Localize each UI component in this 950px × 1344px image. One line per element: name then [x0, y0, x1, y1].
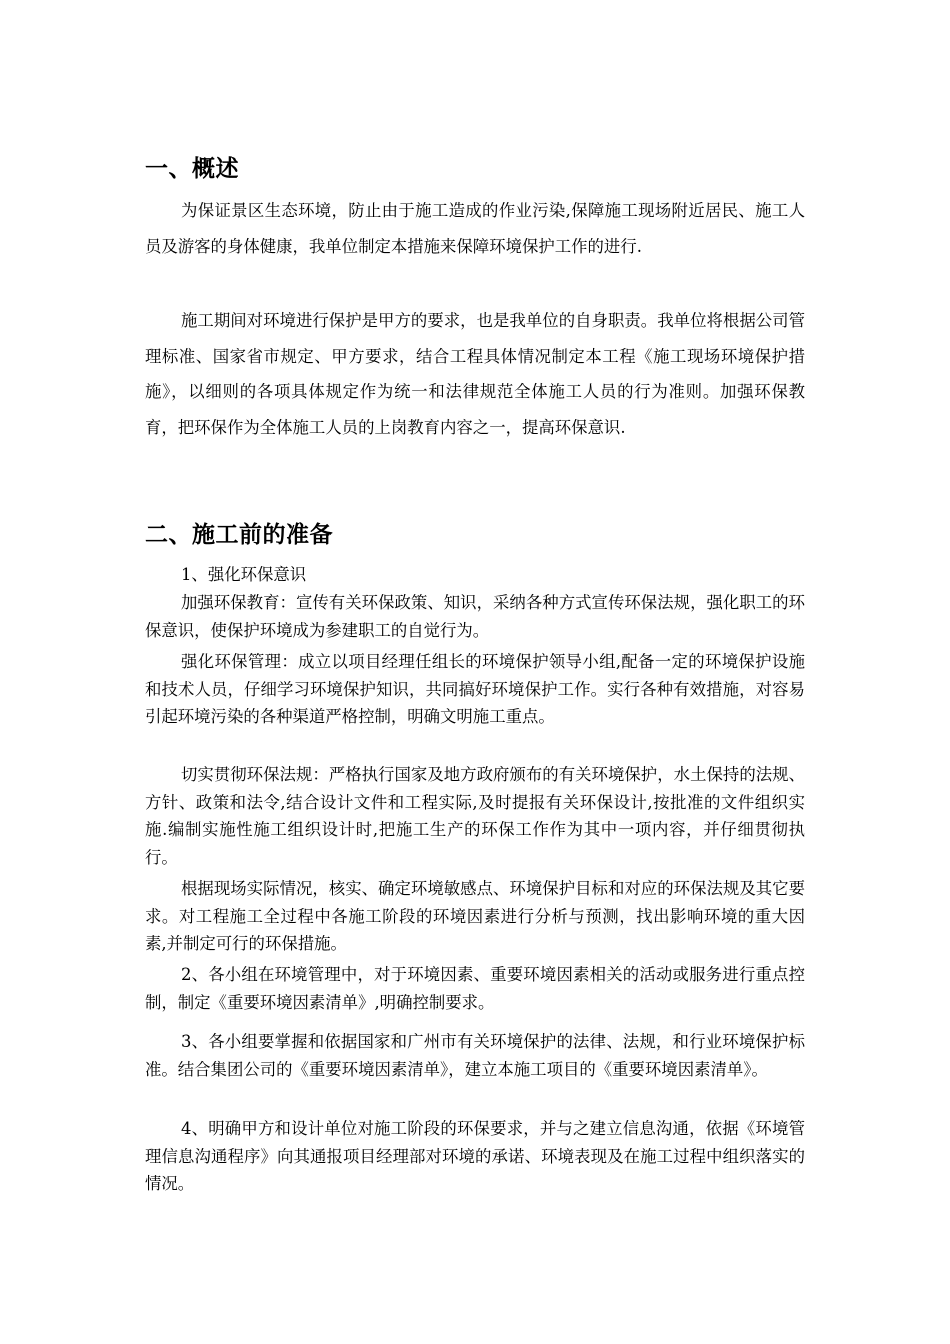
section-1-paragraph-1: 为保证景区生态环境，防止由于施工造成的作业污染,保障施工现场附近居民、施工人员及游客的身体健康，我单位制定本措施来保障环境保护工作的进行. [145, 201, 805, 256]
section-2-paragraph-3: 切实贯彻环保法规：严格执行国家及地方政府颁布的有关环境保护，水土保持的法规、方针、政策和法令,结合设计文件和工程实际,及时提报有关环保设计,按批准的文件组织实施.编制实施性施工组织设计时,把施工生产的环保工作作为其中一项内容，并仔细贯彻执行。 [145, 765, 805, 867]
section-2-heading: 二、施工前的准备 [145, 522, 333, 548]
section-2-item-2: 2、各小组在环境管理中，对于环境因素、重要环境因素相关的活动或服务进行重点控制，制定《重要环境因素清单》,明确控制要求。 [145, 965, 805, 1012]
subsection-1-title: 1、强化环保意识 [181, 565, 307, 584]
section-2-item-3: 3、各小组要掌握和依据国家和广州市有关环境保护的法律、法规，和行业环境保护标准。结合集团公司的《重要环境因素清单》，建立本施工项目的《重要环境因素清单》。 [145, 1032, 805, 1079]
section-2-paragraph-4: 根据现场实际情况，核实、确定环境敏感点、环境保护目标和对应的环保法规及其它要求。对工程施工全过程中各施工阶段的环境因素进行分析与预测，找出影响环境的重大因素,并制定可行的环保措施。 [145, 879, 805, 953]
section-1-heading: 一、概述 [145, 156, 239, 182]
section-2-item-4: 4、明确甲方和设计单位对施工阶段的环保要求，并与之建立信息沟通，依据《环境管理信息沟通程序》向其通报项目经理部对环境的承诺、环境表现及在施工过程中组织落实的情况。 [145, 1119, 805, 1193]
section-1-paragraph-2: 施工期间对环境进行保护是甲方的要求，也是我单位的自身职责。我单位将根据公司管理标准、国家省市规定、甲方要求，结合工程具体情况制定本工程《施工现场环境保护措施》，以细则的各项具体规定作为统一和法律规范全体施工人员的行为准则。加强环保教育，把环保作为全体施工人员的上岗教育内容之一，提高环保意识. [145, 311, 805, 437]
section-2-paragraph-1: 加强环保教育：宣传有关环保政策、知识，采纳各种方式宣传环保法规，强化职工的环保意识，使保护环境成为参建职工的自觉行为。 [145, 593, 805, 640]
section-2-paragraph-2: 强化环保管理：成立以项目经理任组长的环境保护领导小组,配备一定的环境保护设施和技术人员，仔细学习环境保护知识，共同搞好环境保护工作。实行各种有效措施，对容易引起环境污染的各种渠道严格控制，明确文明施工重点。 [145, 652, 805, 726]
